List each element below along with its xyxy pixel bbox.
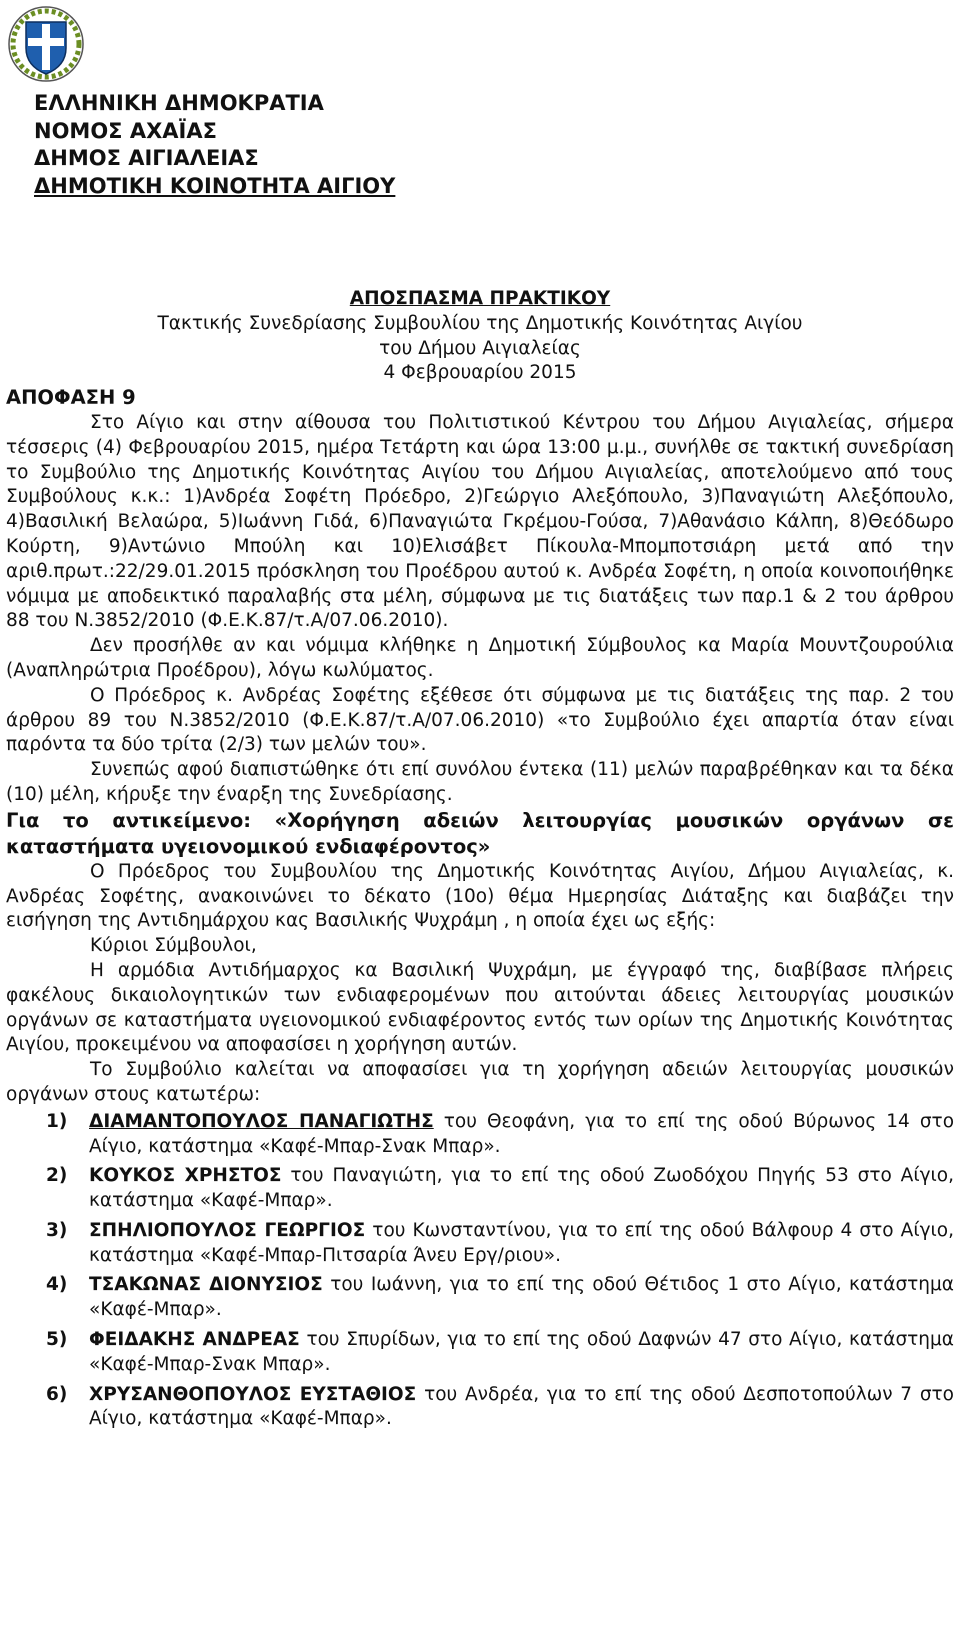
applicant-name: ΚΟΥΚΟΣ ΧΡΗΣΤΟΣ <box>89 1165 282 1187</box>
header-line-community: ΔΗΜΟΤΙΚΗ ΚΟΙΝΟΤΗΤΑ ΑΙΓΙΟΥ <box>34 173 396 198</box>
applicant-details: του Κωνσταντίνου, για το επί της οδού Βάλφουρ 4 στο Αίγιο, κατάστημα «Καφέ-Μπαρ-Πιτσαρία Άνευ Εργ/ριου». <box>89 1219 954 1266</box>
list-item <box>6 1219 954 1269</box>
greek-coat-of-arms-icon <box>6 4 86 84</box>
paragraph-quorum-confirmed: Συνεπώς αφού διαπιστώθηκε ότι επί συνόλου έντεκα (11) μελών παραβρέθηκαν και τα δέκα (10) μέλη, κήρυξε την έναρξη της Συνεδρίασης. <box>6 759 954 805</box>
item-number: 1) <box>46 1110 68 1132</box>
paragraph-meeting-details: Στο Αίγιο και στην αίθουσα του Πολιτιστικού Κέντρου του Δήμου Αιγιαλείας, σήμερα τέσσερις (4) Φεβρουαρίου 2015, ημέρα Τετάρτη και ώρα 13:00 μ.μ., συνήλθε σε τακτική συνεδρίαση το Συμβούλιο της Δημοτικής Κοινότητας Αιγίου του Δήμου Αιγιαλείας, αποτελούμενο από τους Συμβούλους κ.κ.: 1)Ανδρέα Σοφέτη Πρόεδρο, 2)Γεώργιο Αλεξόπουλο, 3)Παναγιώτη Αλεξόπουλο, 4)Βασιλική Βελαώρα, 5)Ιωάννη Γιδά, 6)Παναγιώτα Γκρέμου-Γούσα, 7)Αθανάσιο Κάλπη, 8)Θεόδωρο Κούρτη, 9)Αντώνιο Μπούλη και 10)Ελισάβετ Πίκουλα-Μπομποτσιάρη μετά από την αριθ.πρωτ.:22/29.01.2015 πρόσκληση του Προέδρου αυτού κ. Ανδρέα Σοφέτη, η οποία κοινοποιήθηκε νόμιμα με αποδεικτικό παραλαβής στα μέλη, σύμφωνα με τις διατάξεις των παρ.1 & 2 του άρθρου 88 του Ν.3852/2010 (Φ.Ε.Κ.87/τ.Α/07.06.2010). <box>6 411 954 632</box>
item-number: 6) <box>46 1383 68 1405</box>
header-line-municipality: ΔΗΜΟΣ ΑΙΓΙΑΛΕΙΑΣ <box>34 146 259 170</box>
applicant-name: ΦΕΙΔΑΚΗΣ ΑΝΔΡΕΑΣ <box>89 1329 300 1351</box>
item-number: 4) <box>46 1274 68 1296</box>
header-line-republic: ΕΛΛΗΝΙΚΗ ΔΗΜΟΚΡΑΤΙΑ <box>34 91 324 115</box>
document-title: ΑΠΟΣΠΑΣΜΑ ΠΡΑΚΤΙΚΟΥ <box>349 288 611 309</box>
paragraph-quorum-rule: Ο Πρόεδρος κ. Ανδρέας Σοφέτης εξέθεσε ότι σύμφωνα με τις διατάξεις της παρ. 2 του άρθρου 89 του Ν.3852/2010 (Φ.Ε.Κ.87/τ.Α/07.06.2010) «το Συμβούλιο έχει απαρτία όταν είναι παρόντα τα δύο τρίτα (2/3) των μελών του». <box>6 684 954 756</box>
paragraph-request: Το Συμβούλιο καλείται να αποφασίσει για τη χορήγηση αδειών λειτουργίας μουσικών οργάνων στους κατωτέρω: <box>6 1059 954 1105</box>
header-line-prefecture: ΝΟΜΟΣ ΑΧΑΪΑΣ <box>34 118 217 143</box>
paragraph-agenda-intro: Ο Πρόεδρος του Συμβουλίου της Δημοτικής Κοινότητας Αιγίου, Δήμου Αιγιαλείας, κ. Ανδρέας Σοφέτης, ανακοινώνει το δέκατο (10ο) θέμα Ημερησίας Διάταξης και διαβάζει την εισήγηση της Αντιδημάρχου κας Βασιλικής Ψυχράμη , η οποία έχει ως εξής: <box>6 860 954 932</box>
applicant-details: του Παναγιώτη, για το επί της οδού Ζωοδόχου Πηγής 53 στο Αίγιο, κατάστημα «Καφέ-Μπαρ». <box>89 1165 954 1212</box>
item-number: 5) <box>46 1329 68 1351</box>
applicant-details: του Σπυρίδων, για το επί της οδού Δαφνών 47 στο Αίγιο, κατάστημα «Καφέ-Μπαρ-Σνακ Μπαρ». <box>89 1329 954 1375</box>
decision-number: ΑΠΟΦΑΣΗ 9 <box>6 386 136 410</box>
paragraph-absence: Δεν προσήλθε αν και νόμιμα κλήθηκε η Δημοτική Σύμβουλος κα Μαρία Μουντζουρούλια (Αναπληρώτρια Προέδρου), λόγω κωλύματος. <box>6 635 954 681</box>
agenda-subject: Για το αντικείμενο: «Χορήγηση αδειών λειτουργίας μουσικών οργάνων σε καταστήματα υγειονομικού ενδιαφέροντος» <box>6 808 954 858</box>
salutation: Κύριοι Σύμβουλοι, <box>90 935 257 957</box>
item-number: 2) <box>46 1165 68 1187</box>
applicant-details: του Ιωάννη, για το επί της οδού Θέτιδος 1 στο Αίγιο, κατάστημα «Καφέ-Μπαρ». <box>89 1274 954 1321</box>
meeting-date: 4 Φεβρουαρίου 2015 <box>383 362 577 384</box>
document-subtitle-municipality: του Δήμου Αιγιαλείας <box>379 337 581 359</box>
item-number: 3) <box>46 1219 68 1241</box>
list-item <box>6 1164 954 1214</box>
document-subtitle: Τακτικής Συνεδρίασης Συμβουλίου της Δημοτικής Κοινότητας Αιγίου <box>157 312 803 334</box>
applicant-name: ΧΡΥΣΑΝΘΟΠΟΥΛΟΣ ΕΥΣΤΑΘΙΟΣ <box>89 1383 417 1405</box>
paragraph-proposal: Η αρμόδια Αντιδήμαρχος κα Βασιλική Ψυχράμη, με έγγραφό της, διαβίβασε πλήρεις φακέλους δικαιολογητικών των ενδιαφερομένων που αιτούνται άδειες λειτουργίας μουσικών οργάνων σε καταστήματα υγειονομικού ενδιαφέροντος εντός των ορίων της Δημοτικής Κοινότητας Αιγίου, προκειμένου να αποφασίσει η χορήγηση αυτών. <box>6 959 954 1056</box>
list-item <box>6 1110 954 1160</box>
issuer-header <box>34 90 395 200</box>
applicant-name: ΤΣΑΚΩΝΑΣ ΔΙΟΝΥΣΙΟΣ <box>89 1274 323 1296</box>
list-item <box>6 1273 954 1323</box>
document-body <box>6 287 954 1437</box>
list-item <box>6 1383 954 1433</box>
applicant-details: του Ανδρέα, για το επί της οδού Δεσποτοπούλων 7 στο Αίγιο, κατάστημα «Καφέ-Μπαρ». <box>89 1383 955 1430</box>
applicant-name: ΔΙΑΜΑΝΤΟΠΟΥΛΟΣ ΠΑΝΑΓΙΩΤΗΣ <box>89 1110 434 1132</box>
applicant-name: ΣΠΗΛΙΟΠΟΥΛΟΣ ΓΕΩΡΓΙΟΣ <box>89 1219 366 1241</box>
applicants-list <box>6 1110 954 1433</box>
list-item <box>6 1328 954 1378</box>
applicant-details: του Θεοφάνη, για το επί της οδού Βύρωνος 14 στο Αίγιο, κατάστημα «Καφέ-Μπαρ-Σνακ Μπαρ». <box>89 1110 955 1157</box>
